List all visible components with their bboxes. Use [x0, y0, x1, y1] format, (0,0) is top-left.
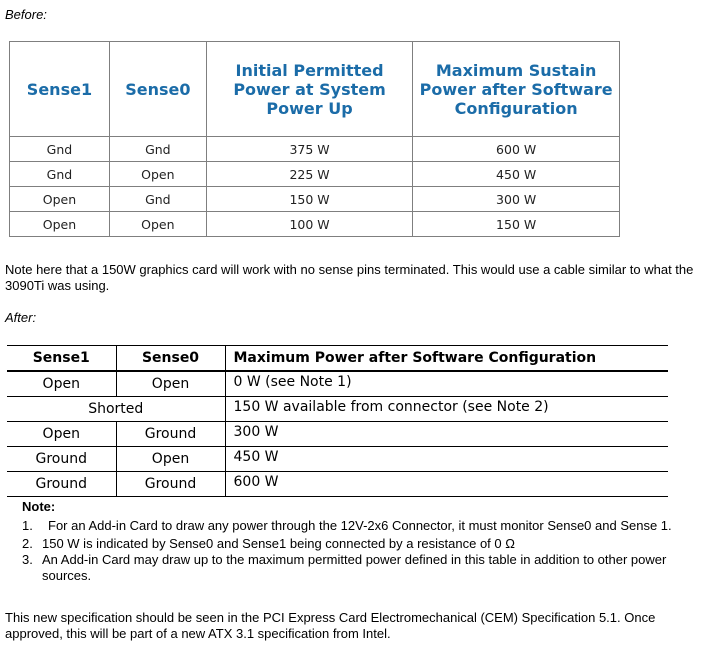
table-row: [10, 187, 620, 212]
notes-title: Note:: [22, 499, 56, 514]
table-row: [10, 162, 620, 187]
note-item: [22, 552, 702, 584]
header-max-sustain-power: Maximum Sustain Power after Software Configuration: [413, 42, 620, 137]
cell-max-power: 450 W: [413, 162, 620, 187]
cell-sense1: Open: [7, 371, 116, 397]
table-row: [7, 447, 668, 472]
after-sense-table: [7, 345, 668, 497]
cell-shorted: Shorted: [7, 397, 225, 422]
cell-sense0: Open: [116, 447, 225, 472]
paragraph-cem-spec: This new specification should be seen in the PCI Express Card Electromechanical (CEM) Specification 5.1. Once approved, this will be part of a new ATX 3.1 specification from Intel.: [5, 610, 656, 641]
cell-initial-power: 150 W: [206, 187, 413, 212]
cell-initial-power: 225 W: [206, 162, 413, 187]
note-number: 3.: [22, 552, 33, 567]
table-row: [7, 472, 668, 497]
table-row: [10, 212, 620, 237]
cell-sense1: Open: [7, 422, 116, 447]
cell-sense1: Gnd: [10, 137, 110, 162]
cell-sense1: Open: [10, 187, 110, 212]
table-header-row: [7, 346, 668, 372]
cell-max-power: 0 W (see Note 1): [225, 371, 668, 397]
note-text: 150 W is indicated by Sense0 and Sense1 being connected by a resistance of 0 Ω: [42, 536, 515, 551]
note-text: An Add-in Card may draw up to the maximum permitted power defined in this table in addition to other power sources.: [42, 552, 667, 583]
note-item: [22, 518, 712, 534]
header-initial-power: Initial Permitted Power at System Power Up: [206, 42, 413, 137]
before-label: Before:: [5, 7, 47, 22]
note-text: For an Add-in Card to draw any power through the 12V-2x6 Connector, it must monitor Sense0 and Sense 1.: [48, 518, 672, 533]
cell-max-power: 300 W: [413, 187, 620, 212]
cell-max-power: 150 W: [413, 212, 620, 237]
cell-sense0: Ground: [116, 422, 225, 447]
cell-sense0: Open: [116, 371, 225, 397]
cell-sense0: Ground: [116, 472, 225, 497]
cell-sense1: Gnd: [10, 162, 110, 187]
cell-max-power: 150 W available from connector (see Note 2): [225, 397, 668, 422]
cell-sense0: Gnd: [109, 137, 206, 162]
cell-sense1: Ground: [7, 472, 116, 497]
after-label: After:: [5, 310, 37, 325]
header-sense1: Sense1: [7, 346, 116, 372]
cell-initial-power: 100 W: [206, 212, 413, 237]
header-sense0: Sense0: [109, 42, 206, 137]
cell-sense1: Ground: [7, 447, 116, 472]
header-max-power: Maximum Power after Software Configuration: [225, 346, 668, 372]
table-row: [7, 371, 668, 397]
cell-sense0: Gnd: [109, 187, 206, 212]
cell-sense1: Open: [10, 212, 110, 237]
header-sense1: Sense1: [10, 42, 110, 137]
note-number: 2.: [22, 536, 33, 551]
cell-sense0: Open: [109, 212, 206, 237]
table-row: [7, 422, 668, 447]
cell-max-power: 450 W: [225, 447, 668, 472]
before-sense-table: [9, 41, 620, 237]
note-item: [22, 536, 712, 552]
note-number: 1.: [22, 518, 33, 533]
cell-initial-power: 375 W: [206, 137, 413, 162]
table-row: [7, 397, 668, 422]
paragraph-150w-note: Note here that a 150W graphics card will work with no sense pins terminated. This would use a cable similar to what the 3090Ti was using.: [5, 262, 694, 293]
table-row: [10, 137, 620, 162]
cell-max-power: 600 W: [225, 472, 668, 497]
cell-max-power: 600 W: [413, 137, 620, 162]
cell-sense0: Open: [109, 162, 206, 187]
cell-max-power: 300 W: [225, 422, 668, 447]
header-sense0: Sense0: [116, 346, 225, 372]
table-header-row: [10, 42, 620, 137]
